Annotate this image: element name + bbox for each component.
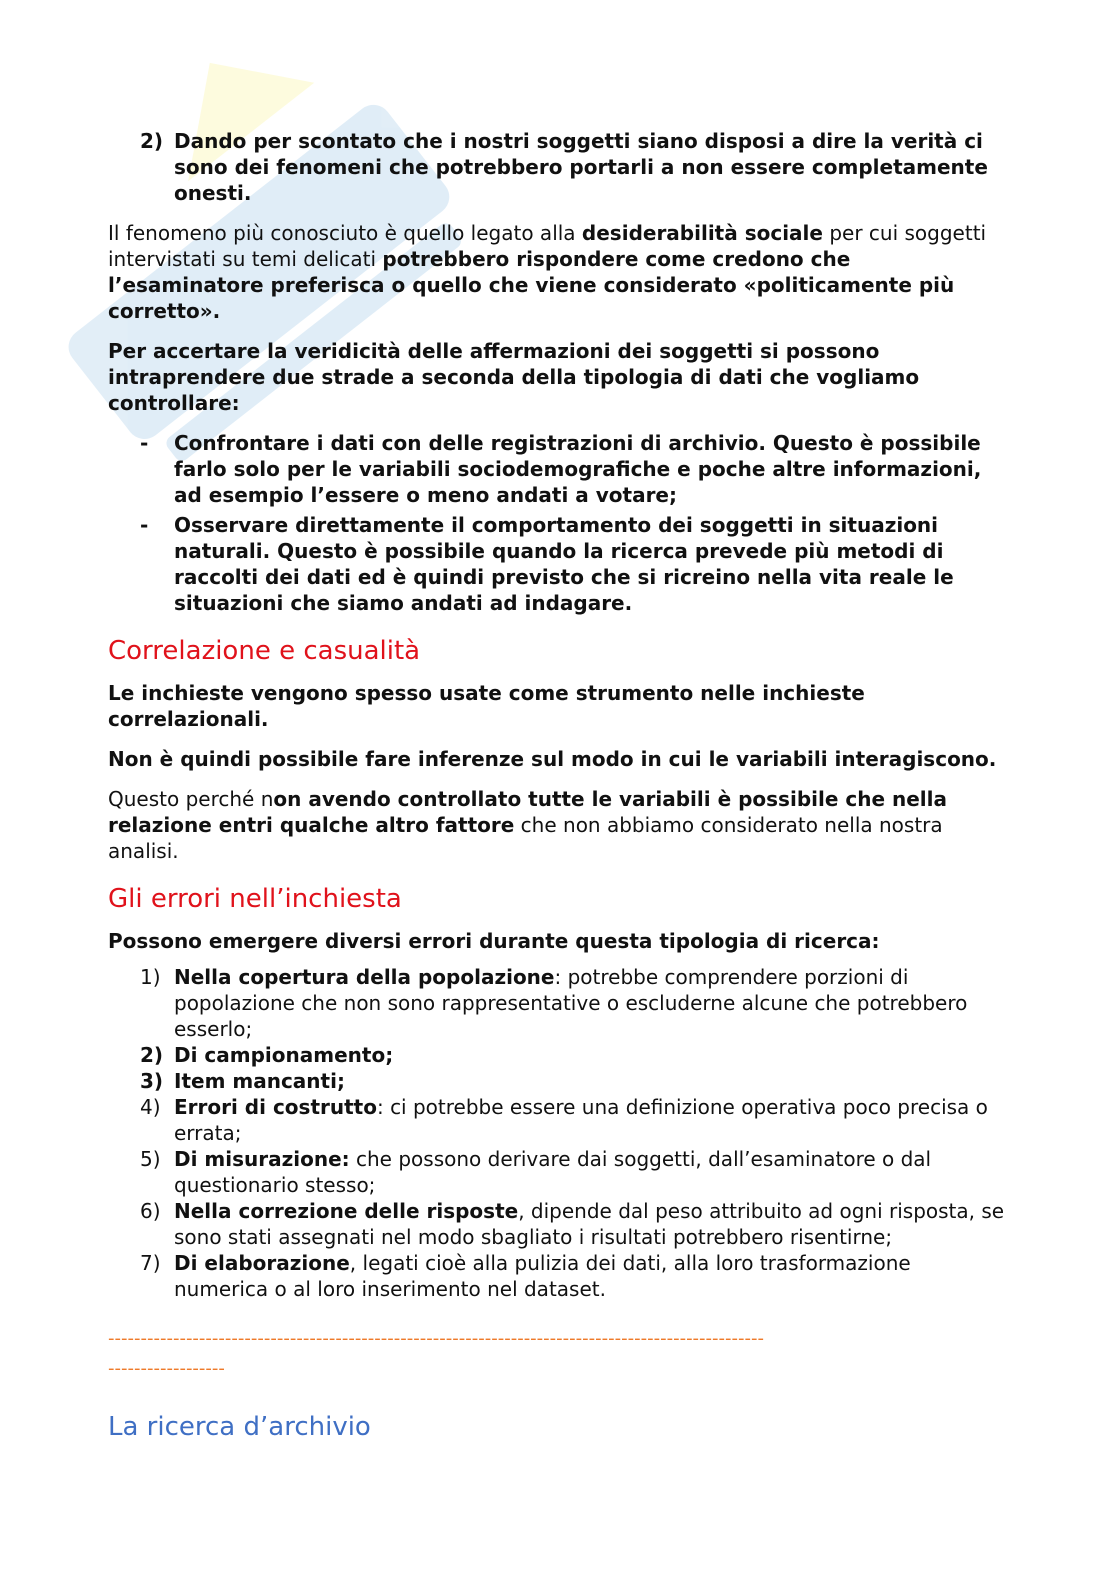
list-item (108, 1068, 1008, 1094)
text-run: , dipende dal peso attribuito ad ogni risposta, se sono stati assegnati nel modo sbagliato i risultati potrebbero risentirne; (174, 1199, 1005, 1249)
bold-run: Nella copertura della popolazione (174, 965, 555, 989)
list-item (108, 512, 1008, 616)
document-body (108, 128, 1008, 1456)
text-run: Il fenomeno più conosciuto è quello legato alla (108, 221, 582, 245)
bold-run: Le inchieste vengono spesso usate come strumento nelle inchieste correlazionali. (108, 681, 865, 731)
list-item-top (108, 128, 1008, 206)
list-marker: 1) (140, 965, 161, 989)
separator-line: ----------------------------------------------------------------------------------------------------- (108, 1328, 765, 1349)
paragraph-verification (108, 338, 1008, 416)
paragraph-social-desirability (108, 220, 1008, 324)
bold-run: Per accertare la veridicità delle affermazioni dei soggetti si possono intraprendere due strade a seconda della tipologia di dati che vogliamo controllare: (108, 339, 920, 415)
paragraph (108, 680, 1008, 732)
list-marker: 2) (140, 129, 164, 153)
list-item (108, 1042, 1008, 1068)
paragraph (108, 928, 1008, 954)
list-marker: 2) (140, 1043, 164, 1067)
bold-run: Di misurazione: (174, 1147, 350, 1171)
list-item (108, 1250, 1008, 1302)
text-run: che possono derivare dai soggetti, dall’esaminatore o dal questionario stesso; (174, 1147, 932, 1197)
list-item (108, 1094, 1008, 1146)
text-run: che non abbiamo considerato nella nostra analisi. (108, 813, 943, 863)
list-item-text: Confrontare i dati con delle registrazioni di archivio. Questo è possibile farlo solo per le variabili sociodemografiche e poche altre informazioni, ad esempio l’essere o meno andati a votare; (174, 431, 982, 507)
dashed-separator (108, 1324, 1008, 1384)
numbered-list (108, 964, 1008, 1302)
list-item (108, 1146, 1008, 1198)
list-marker: 6) (140, 1199, 161, 1223)
list-marker: 5) (140, 1147, 161, 1171)
bold-run: Non è quindi possibile fare inferenze sul modo in cui le variabili interagiscono. (108, 747, 997, 771)
text-run: Questo perché n (108, 787, 274, 811)
dash-marker: - (140, 513, 149, 537)
bold-run: Item mancanti; (174, 1069, 345, 1093)
separator-line: ------------------ (108, 1358, 225, 1379)
dash-marker: - (140, 431, 149, 455)
paragraph (108, 746, 1008, 772)
bold-run: on avendo controllato tutte le variabili è possibile che nella relazione entri qualche altro fattore (108, 787, 947, 837)
text-run: : potrebbe comprendere porzioni di popolazione che non sono rappresentative o escluderne alcune che potrebbero esserlo; (174, 965, 968, 1041)
list-item-text: Osservare direttamente il comportamento dei soggetti in situazioni naturali. Questo è possibile quando la ricerca prevede più metodi di raccolti dei dati ed è quindi previsto che si ricreino nella vita reale le situazioni che siamo andati ad indagare. (174, 513, 954, 615)
bullet-list (108, 430, 1008, 616)
bold-run: Di campionamento; (174, 1043, 394, 1067)
heading-errori: Gli errori nell’inchiesta (108, 884, 402, 914)
list-item-text: Dando per scontato che i nostri soggetti siano disposi a dire la verità ci sono dei fenomeni che potrebbero portarli a non essere completamente onesti. (174, 129, 988, 205)
list-item (108, 1198, 1008, 1250)
list-marker: 7) (140, 1251, 161, 1275)
bold-run: Nella correzione delle risposte (174, 1199, 519, 1223)
heading-correlazione: Correlazione e casualità (108, 636, 421, 666)
bold-run: Di elaborazione (174, 1251, 350, 1275)
list-marker: 4) (140, 1095, 161, 1119)
paragraph (108, 786, 1008, 864)
bold-run: Possono emergere diversi errori durante questa tipologia di ricerca: (108, 929, 880, 953)
list-marker: 3) (140, 1069, 164, 1093)
list-item (108, 964, 1008, 1042)
bold-run: desiderabilità sociale (581, 221, 823, 245)
text-run: : ci potrebbe essere una definizione operativa poco precisa o errata; (174, 1095, 988, 1145)
text-run: per cui soggetti intervistati su temi delicati (108, 221, 987, 271)
heading-ricerca-archivio: La ricerca d’archivio (108, 1412, 371, 1442)
text-run: , legati cioè alla pulizia dei dati, alla loro trasformazione numerica o al loro inserimento nel dataset. (174, 1251, 911, 1301)
list-item (108, 430, 1008, 508)
bold-run: Errori di costrutto (174, 1095, 377, 1119)
bold-run: potrebbero rispondere come credono che l’esaminatore preferisca o quello che viene considerato «politicamente più corretto». (108, 247, 955, 323)
